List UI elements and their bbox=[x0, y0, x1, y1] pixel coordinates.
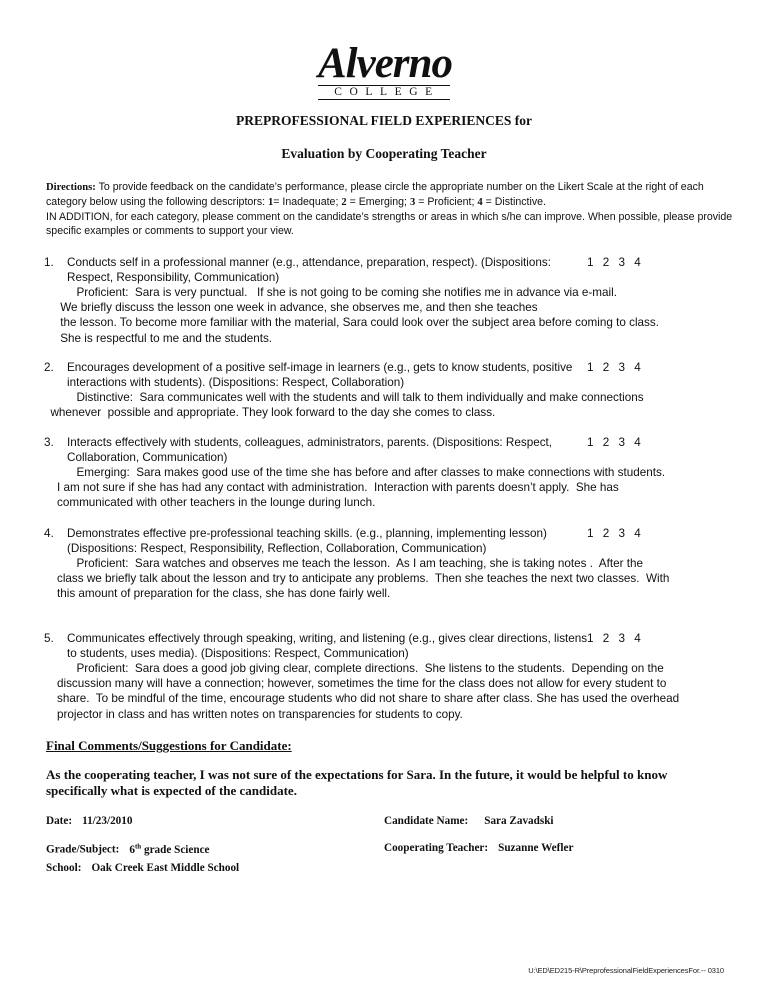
likert-scale[interactable]: 1 2 3 4 bbox=[587, 632, 641, 645]
coop-label: Cooperating Teacher: bbox=[384, 842, 489, 854]
descriptor-4-num: 4 bbox=[477, 197, 483, 208]
logo-wordmark: Alverno bbox=[318, 40, 452, 87]
candidate-value: Sara Zavadski bbox=[484, 815, 554, 827]
candidate-label: Candidate Name: bbox=[384, 815, 469, 827]
comment-line: class we briefly talk about the lesson and try to anticipate any problems. Then she teaches the next two classes. With bbox=[44, 572, 670, 586]
school-label: School: bbox=[46, 862, 82, 874]
grade-value bbox=[129, 844, 209, 856]
item-comment bbox=[44, 661, 734, 722]
item-number: 4. bbox=[44, 527, 54, 540]
descriptor-3-text: = Proficient; bbox=[415, 196, 478, 208]
item-criterion: Communicates effectively through speaking, writing, and listening (e.g., gives clear directions, listens to students, uses media). (Dispositions: Respect, Communication) bbox=[67, 632, 588, 661]
item-criterion: Conducts self in a professional manner (e.g., attendance, preparation, respect). (Dispositions: Respect, Responsibility, Communication) bbox=[67, 256, 551, 285]
grade-number: 6 bbox=[129, 843, 135, 856]
candidate-name-field bbox=[384, 815, 554, 827]
date-value: 11/23/2010 bbox=[82, 815, 133, 827]
comment-line: Emerging: Sara makes good use of the time she has before and after classes to make connections with students. bbox=[44, 466, 666, 479]
item-number: 5. bbox=[44, 632, 54, 645]
descriptor-2-text: = Emerging; bbox=[346, 196, 410, 208]
item-number: 3. bbox=[44, 436, 54, 449]
comment-line: this amount of preparation for the class, she has done fairly well. bbox=[44, 587, 391, 601]
directions-text: To provide feedback on the candidate’s performance, please circle the appropriate number on the Likert Scale at the right of each category below using the following descriptors: bbox=[46, 181, 704, 208]
document-subtitle: Evaluation by Cooperating Teacher bbox=[281, 146, 487, 161]
school-field bbox=[46, 862, 239, 874]
comment-line: communicated with other teachers in the lounge during lunch. bbox=[44, 496, 376, 510]
descriptor-3-num: 3 bbox=[409, 197, 416, 208]
item-comment bbox=[44, 285, 734, 346]
coop-value: Suzanne Wefler bbox=[498, 842, 574, 854]
date-field bbox=[46, 815, 132, 827]
likert-scale[interactable]: 1 2 3 4 bbox=[587, 527, 641, 540]
likert-scale[interactable]: 1 2 3 4 bbox=[587, 436, 641, 449]
file-path-footer: U:\ED\ED215-R\PreprofessionalFieldExperiencesFor.-- 0310 bbox=[528, 966, 724, 975]
comment-line: share. To be mindful of the time, encourage students who did not share to share after class. She has used the overhead bbox=[44, 692, 680, 706]
comment-line: We briefly discuss the lesson one week in advance, she observes me, and then she teaches bbox=[44, 301, 538, 315]
descriptor-2-num: 2 bbox=[341, 197, 347, 208]
comment-line: Distinctive: Sara communicates well with the students and will talk to them individually and make connections bbox=[44, 391, 644, 404]
date-label: Date: bbox=[46, 815, 73, 827]
item-comment bbox=[44, 556, 734, 602]
comment-line: Proficient: Sara watches and observes me teach the lesson. As I am teaching, she is taking notes . After the bbox=[44, 557, 643, 570]
descriptor-1-num: 1 bbox=[268, 197, 274, 208]
grade-subject: grade Science bbox=[141, 843, 210, 856]
comment-line: I am not sure if she has had any contact with administration. Interaction with parents doesn’t apply. She has bbox=[44, 481, 619, 495]
item-number: 2. bbox=[44, 361, 54, 374]
cooperating-teacher-field bbox=[384, 842, 573, 854]
descriptor-4-text: = Distinctive. bbox=[482, 196, 546, 208]
likert-scale[interactable]: 1 2 3 4 bbox=[587, 256, 641, 269]
item-criterion: Demonstrates effective pre-professional teaching skills. (e.g., planning, implementing lesson) (Dispositions: Respect, Responsibility, Reflection, Collaboration, Communication) bbox=[67, 527, 547, 556]
directions-label: Directions: bbox=[46, 182, 96, 193]
document-title: PREPROFESSIONAL FIELD EXPERIENCES for bbox=[236, 113, 532, 128]
comment-line: She is respectful to me and the students. bbox=[44, 331, 273, 345]
school-value: Oak Creek East Middle School bbox=[91, 862, 240, 874]
final-comments-text: As the cooperating teacher, I was not sure of the expectations for Sara. In the future, it would be helpful to know specifically what is expected of the candidate. bbox=[46, 767, 668, 798]
item-criterion: Encourages development of a positive self-image in learners (e.g., gets to know students, positive interactions with students). (Dispositions: Respect, Collaboration) bbox=[67, 361, 573, 390]
item-comment bbox=[44, 390, 734, 420]
alverno-college-logo bbox=[318, 40, 452, 100]
comment-line: whenever possible and appropriate. They look forward to the day she comes to class. bbox=[44, 406, 496, 420]
comment-line: Proficient: Sara is very punctual. If she is not going to be coming she notifies me in advance via e-mail. bbox=[44, 286, 617, 299]
directions-addition: IN ADDITION, for each category, please comment on the candidate’s strengths or areas in which s/he can improve. When possible, please provide specific examples or comments to support your view. bbox=[46, 211, 733, 237]
item-number: 1. bbox=[44, 256, 54, 269]
comment-line: projector in class and has written notes on transparencies for students to copy. bbox=[44, 707, 463, 721]
likert-scale[interactable]: 1 2 3 4 bbox=[587, 361, 641, 374]
descriptor-1-text: = Inadequate; bbox=[273, 196, 342, 208]
directions-paragraph bbox=[46, 180, 736, 238]
grade-label: Grade/Subject: bbox=[46, 843, 120, 856]
logo-subtitle: COLLEGE bbox=[318, 85, 450, 100]
final-comments-heading: Final Comments/Suggestions for Candidate: bbox=[46, 738, 292, 753]
item-comment bbox=[44, 465, 734, 511]
comment-line: Proficient: Sara does a good job giving clear, complete directions. She listens to the students. Depending on the bbox=[44, 662, 664, 675]
grade-suffix: th bbox=[134, 842, 142, 850]
item-criterion: Interacts effectively with students, colleagues, administrators, parents. (Dispositions: Respect, Collaboration, Communication) bbox=[67, 436, 553, 465]
grade-subject-field bbox=[46, 842, 210, 856]
comment-line: the lesson. To become more familiar with the material, Sara could look over the subject area before coming to class. bbox=[44, 316, 659, 330]
comment-line: discussion many will have a connection; however, sometimes the time for the class does not allow for every student to bbox=[44, 677, 667, 691]
